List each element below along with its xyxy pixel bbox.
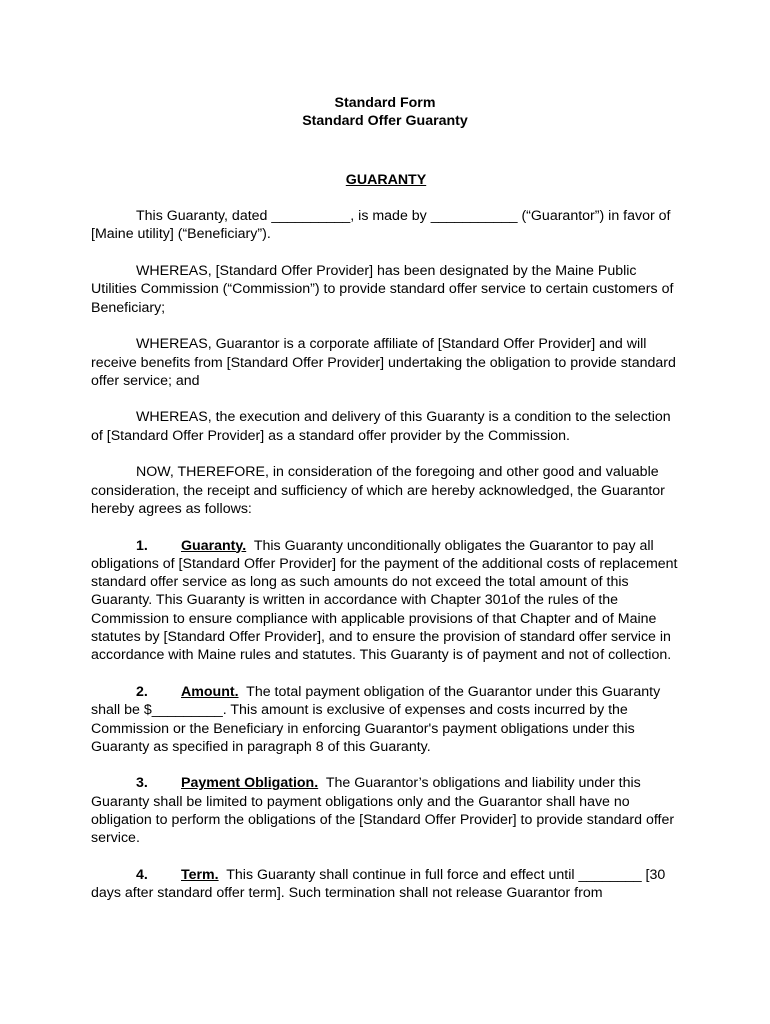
intro-paragraph: This Guaranty, dated __________, is made by ___________ (“Guarantor”) in favor of [Maine utility] (“Beneficiary”).	[91, 208, 671, 243]
whereas-paragraph-2: WHEREAS, Guarantor is a corporate affiliate of [Standard Offer Provider] and will receive benefits from [Standard Offer Provider] undertaking the obligation to provide standard offer service; and	[91, 336, 676, 389]
section-1-paragraph	[91, 537, 681, 665]
now-therefore-paragraph: NOW, THEREFORE, in consideration of the foregoing and other good and valuable consideration, the receipt and sufficiency of which are hereby acknowledged, the Guarantor hereby agrees as follows:	[91, 464, 665, 517]
section-3-text: The Guarantor’s obligations and liability under this Guaranty shall be limited to payment obligations only and the Guarantor shall have no obligation to perform the obligations of the [Standard Offer Provider] to provide standard offer service.	[91, 775, 675, 847]
section-4-text: This Guaranty shall continue in full force and effect until ________ [30 days after standard offer term]. Such termination shall not release Guarantor from	[91, 866, 666, 902]
section-1-number: 1.	[136, 537, 148, 554]
section-4-paragraph	[91, 866, 681, 903]
section-4-title: Term.	[181, 866, 219, 883]
section-1-title: Guaranty.	[181, 537, 247, 554]
document-title-line-1: Standard Form	[334, 95, 436, 111]
section-2-number: 2.	[136, 683, 148, 700]
document-body	[91, 94, 681, 902]
section-4-number: 4.	[136, 866, 148, 883]
guaranty-heading: GUARANTY	[345, 171, 427, 188]
section-2-text: The total payment obligation of the Guarantor under this Guaranty shall be $_________. This amount is exclusive of expenses and costs incurred by the Commission or the Beneficiary in enforcing Guarantor's payment obligations under this Guaranty as specified in paragraph 8 of this Guaranty.	[91, 683, 661, 755]
whereas-paragraph-3: WHEREAS, the execution and delivery of this Guaranty is a condition to the selection of [Standard Offer Provider] as a standard offer provider by the Commission.	[91, 409, 671, 444]
section-3-title: Payment Obligation.	[181, 775, 319, 792]
section-2-title: Amount.	[181, 683, 239, 700]
section-1-text: This Guaranty unconditionally obligates the Guarantor to pay all obligations of [Standard Offer Provider] for the payment of the additional costs of replacement standard offer service as long as such amounts do not exceed the total amount of this Guaranty. This Guaranty is written in accordance with Chapter 301of the rules of the Commission to ensure compliance with applicable provisions of that Chapter and of Maine statutes by [Standard Offer Provider], and to ensure the provision of standard offer service in accordance with Maine rules and statutes. This Guaranty is of payment and not of collection.	[91, 537, 678, 664]
whereas-paragraph-1: WHEREAS, [Standard Offer Provider] has been designated by the Maine Public Utilities Commission (“Commission”) to provide standard offer service to certain customers of Beneficiary;	[91, 263, 674, 316]
section-3-paragraph	[91, 774, 681, 847]
document-title-line-2: Standard Offer Guaranty	[302, 113, 468, 130]
section-2-paragraph	[91, 683, 681, 756]
section-3-number: 3.	[136, 775, 148, 792]
